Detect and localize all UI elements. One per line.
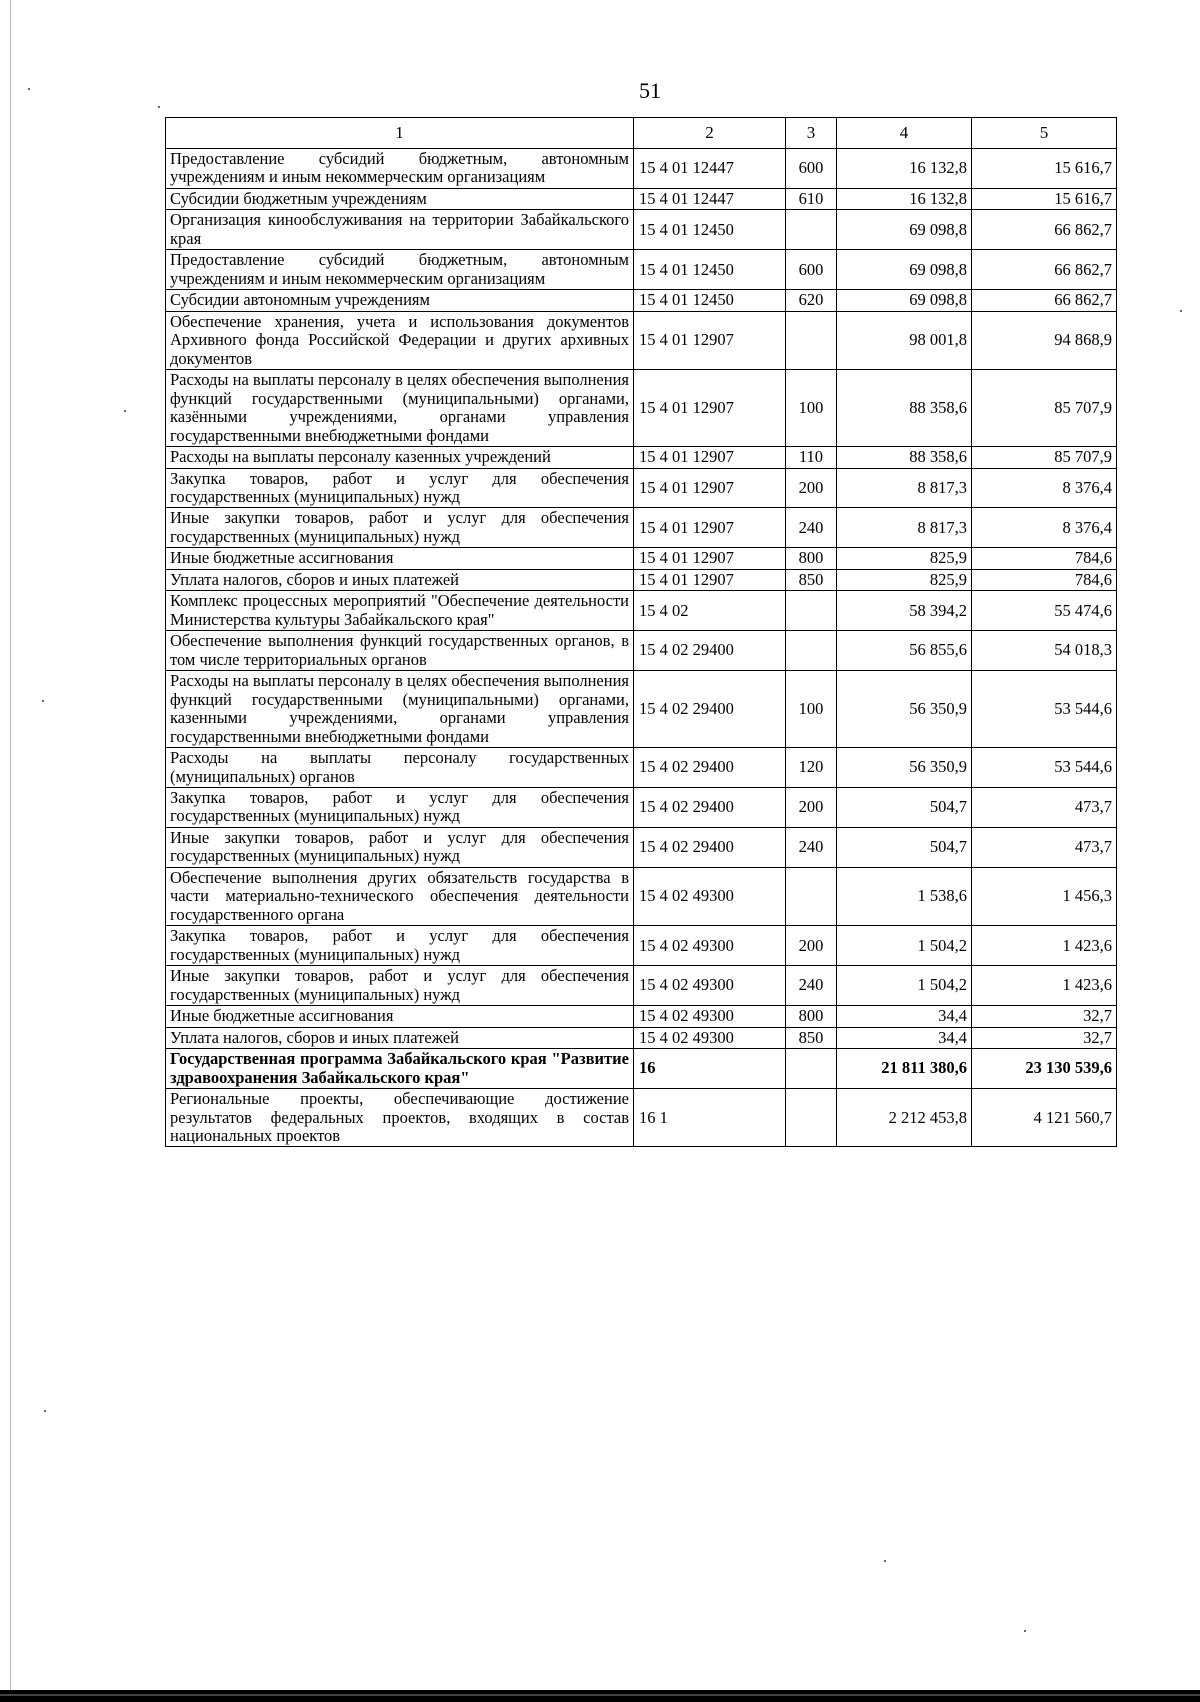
row-expense-type [786, 1089, 837, 1147]
row-value-col4: 34,4 [837, 1006, 972, 1027]
row-name: Иные закупки товаров, работ и услуг для обеспечения государственных (муниципальных) нужд [166, 827, 634, 867]
row-value-col4: 504,7 [837, 827, 972, 867]
row-code: 15 4 02 49300 [634, 966, 786, 1006]
row-expense-type [786, 210, 837, 250]
row-expense-type: 850 [786, 1027, 837, 1048]
budget-table-container [165, 117, 1116, 1147]
table-row [166, 1027, 1117, 1048]
row-value-col4: 88 358,6 [837, 447, 972, 468]
row-code: 15 4 02 49300 [634, 926, 786, 966]
row-value-col5: 4 121 560,7 [972, 1089, 1117, 1147]
row-name: Субсидии автономным учреждениям [166, 290, 634, 311]
row-value-col5: 1 423,6 [972, 926, 1117, 966]
table-row [166, 1089, 1117, 1147]
scan-speck [158, 106, 160, 108]
row-name: Организация кинообслуживания на территории Забайкальского края [166, 210, 634, 250]
row-value-col5: 66 862,7 [972, 250, 1117, 290]
row-expense-type [786, 1049, 837, 1089]
row-code: 15 4 02 49300 [634, 1006, 786, 1027]
row-name: Предоставление субсидий бюджетным, автономным учреждениям и иным некоммерческим организациям [166, 149, 634, 189]
row-value-col5: 53 544,6 [972, 748, 1117, 788]
header-col-3: 3 [786, 118, 837, 149]
row-value-col5: 473,7 [972, 788, 1117, 828]
row-value-col5: 8 376,4 [972, 468, 1117, 508]
row-code: 15 4 02 [634, 591, 786, 631]
row-value-col5: 15 616,7 [972, 149, 1117, 189]
row-name: Субсидии бюджетным учреждениям [166, 188, 634, 209]
row-name: Обеспечение выполнения функций государственных органов, в том числе территориальных органов [166, 631, 634, 671]
row-expense-type: 100 [786, 370, 837, 447]
row-value-col4: 69 098,8 [837, 290, 972, 311]
row-value-col4: 825,9 [837, 569, 972, 590]
header-col-5: 5 [972, 118, 1117, 149]
row-code: 15 4 01 12450 [634, 210, 786, 250]
row-value-col4: 1 504,2 [837, 966, 972, 1006]
row-expense-type [786, 311, 837, 369]
row-expense-type: 600 [786, 149, 837, 189]
row-name: Иные закупки товаров, работ и услуг для обеспечения государственных (муниципальных) нужд [166, 966, 634, 1006]
table-row [166, 188, 1117, 209]
page-number: 51 [639, 78, 661, 103]
row-name: Региональные проекты, обеспечивающие достижение результатов федеральных проектов, входящих в состав национальных проектов [166, 1089, 634, 1147]
scan-edge-bottom [0, 1690, 1200, 1702]
row-expense-type: 240 [786, 508, 837, 548]
row-expense-type: 610 [786, 188, 837, 209]
row-value-col5: 53 544,6 [972, 671, 1117, 748]
table-row [166, 827, 1117, 867]
row-value-col5: 473,7 [972, 827, 1117, 867]
row-value-col4: 8 817,3 [837, 508, 972, 548]
row-expense-type: 800 [786, 1006, 837, 1027]
row-name: Обеспечение хранения, учета и использования документов Архивного фонда Российской Федерации и других архивных документов [166, 311, 634, 369]
scan-edge-bottom-line [0, 1694, 1200, 1696]
row-expense-type: 100 [786, 671, 837, 748]
table-row [166, 966, 1117, 1006]
row-expense-type [786, 631, 837, 671]
row-value-col4: 21 811 380,6 [837, 1049, 972, 1089]
row-value-col4: 8 817,3 [837, 468, 972, 508]
table-row [166, 508, 1117, 548]
row-code: 15 4 02 29400 [634, 748, 786, 788]
row-value-col4: 56 350,9 [837, 671, 972, 748]
scan-speck [124, 410, 126, 412]
row-expense-type: 110 [786, 447, 837, 468]
row-name: Закупка товаров, работ и услуг для обеспечения государственных (муниципальных) нужд [166, 788, 634, 828]
row-value-col5: 85 707,9 [972, 447, 1117, 468]
table-body [166, 149, 1117, 1147]
row-value-col5: 8 376,4 [972, 508, 1117, 548]
row-value-col4: 69 098,8 [837, 210, 972, 250]
row-code: 16 1 [634, 1089, 786, 1147]
row-value-col5: 784,6 [972, 569, 1117, 590]
table-row [166, 1006, 1117, 1027]
row-value-col5: 66 862,7 [972, 290, 1117, 311]
header-col-4: 4 [837, 118, 972, 149]
table-row [166, 250, 1117, 290]
row-code: 16 [634, 1049, 786, 1089]
row-name: Расходы на выплаты персоналу в целях обеспечения выполнения функций государственными (муниципальными) органами, казёнными учреждениями, органами управления государственными внебюджетными фондами [166, 370, 634, 447]
row-value-col4: 98 001,8 [837, 311, 972, 369]
scan-edge-left [10, 0, 11, 1702]
row-expense-type: 200 [786, 468, 837, 508]
row-name: Уплата налогов, сборов и иных платежей [166, 1027, 634, 1048]
row-code: 15 4 01 12450 [634, 290, 786, 311]
row-value-col4: 1 538,6 [837, 867, 972, 925]
header-col-2: 2 [634, 118, 786, 149]
scan-speck [1024, 1630, 1026, 1632]
row-expense-type: 620 [786, 290, 837, 311]
row-value-col5: 55 474,6 [972, 591, 1117, 631]
row-value-col4: 34,4 [837, 1027, 972, 1048]
row-code: 15 4 01 12907 [634, 311, 786, 369]
scan-speck [884, 1560, 886, 1562]
row-value-col4: 88 358,6 [837, 370, 972, 447]
row-name: Расходы на выплаты персоналу государственных (муниципальных) органов [166, 748, 634, 788]
row-name: Уплата налогов, сборов и иных платежей [166, 569, 634, 590]
row-expense-type [786, 591, 837, 631]
row-name: Комплекс процессных мероприятий "Обеспечение деятельности Министерства культуры Забайкальского края" [166, 591, 634, 631]
table-row [166, 926, 1117, 966]
row-name: Закупка товаров, работ и услуг для обеспечения государственных (муниципальных) нужд [166, 468, 634, 508]
table-row [166, 311, 1117, 369]
row-code: 15 4 01 12907 [634, 447, 786, 468]
row-expense-type: 600 [786, 250, 837, 290]
scan-speck [42, 700, 44, 702]
row-expense-type: 850 [786, 569, 837, 590]
row-code: 15 4 02 29400 [634, 788, 786, 828]
row-value-col5: 94 868,9 [972, 311, 1117, 369]
row-value-col4: 56 350,9 [837, 748, 972, 788]
table-row [166, 569, 1117, 590]
row-name: Иные бюджетные ассигнования [166, 548, 634, 569]
row-value-col5: 32,7 [972, 1006, 1117, 1027]
row-expense-type: 200 [786, 788, 837, 828]
row-value-col5: 15 616,7 [972, 188, 1117, 209]
scan-speck [44, 1410, 46, 1412]
row-name: Иные бюджетные ассигнования [166, 1006, 634, 1027]
row-value-col5: 1 423,6 [972, 966, 1117, 1006]
row-expense-type: 200 [786, 926, 837, 966]
header-col-1: 1 [166, 118, 634, 149]
row-expense-type: 800 [786, 548, 837, 569]
row-value-col5: 85 707,9 [972, 370, 1117, 447]
row-code: 15 4 02 29400 [634, 671, 786, 748]
table-row [166, 447, 1117, 468]
row-name: Предоставление субсидий бюджетным, автономным учреждениям и иным некоммерческим организациям [166, 250, 634, 290]
row-code: 15 4 01 12450 [634, 250, 786, 290]
row-code: 15 4 01 12907 [634, 468, 786, 508]
scan-speck [1180, 310, 1182, 312]
row-value-col4: 504,7 [837, 788, 972, 828]
table-row [166, 290, 1117, 311]
scan-speck [28, 88, 30, 90]
table-row [166, 631, 1117, 671]
table-row [166, 149, 1117, 189]
row-name: Обеспечение выполнения других обязательств государства в части материально-технического обеспечения деятельности государственного органа [166, 867, 634, 925]
row-name: Расходы на выплаты персоналу в целях обеспечения выполнения функций государственными (муниципальными) органами, казенными учреждениями, органами управления государственными внебюджетными фондами [166, 671, 634, 748]
row-value-col4: 16 132,8 [837, 188, 972, 209]
row-name: Иные закупки товаров, работ и услуг для обеспечения государственных (муниципальных) нужд [166, 508, 634, 548]
row-expense-type [786, 867, 837, 925]
row-value-col4: 825,9 [837, 548, 972, 569]
row-expense-type: 240 [786, 827, 837, 867]
row-code: 15 4 01 12447 [634, 149, 786, 189]
row-value-col4: 1 504,2 [837, 926, 972, 966]
row-code: 15 4 02 29400 [634, 631, 786, 671]
row-value-col4: 16 132,8 [837, 149, 972, 189]
row-value-col4: 58 394,2 [837, 591, 972, 631]
table-row [166, 548, 1117, 569]
table-row [166, 1049, 1117, 1089]
row-value-col4: 2 212 453,8 [837, 1089, 972, 1147]
row-code: 15 4 02 49300 [634, 1027, 786, 1048]
row-value-col4: 56 855,6 [837, 631, 972, 671]
row-code: 15 4 02 29400 [634, 827, 786, 867]
row-code: 15 4 01 12907 [634, 370, 786, 447]
row-code: 15 4 01 12907 [634, 569, 786, 590]
row-code: 15 4 01 12907 [634, 548, 786, 569]
row-value-col5: 784,6 [972, 548, 1117, 569]
row-value-col5: 23 130 539,6 [972, 1049, 1117, 1089]
row-value-col4: 69 098,8 [837, 250, 972, 290]
table-row [166, 210, 1117, 250]
row-expense-type: 240 [786, 966, 837, 1006]
row-code: 15 4 01 12447 [634, 188, 786, 209]
budget-table [165, 117, 1117, 1147]
table-row [166, 591, 1117, 631]
row-code: 15 4 02 49300 [634, 867, 786, 925]
table-header-row [166, 118, 1117, 149]
table-row [166, 370, 1117, 447]
row-value-col5: 54 018,3 [972, 631, 1117, 671]
row-value-col5: 1 456,3 [972, 867, 1117, 925]
row-value-col5: 32,7 [972, 1027, 1117, 1048]
table-row [166, 671, 1117, 748]
table-row [166, 468, 1117, 508]
row-expense-type: 120 [786, 748, 837, 788]
row-code: 15 4 01 12907 [634, 508, 786, 548]
table-row [166, 748, 1117, 788]
row-name: Государственная программа Забайкальского края "Развитие здравоохранения Забайкальского края" [166, 1049, 634, 1089]
table-row [166, 867, 1117, 925]
row-name: Расходы на выплаты персоналу казенных учреждений [166, 447, 634, 468]
table-row [166, 788, 1117, 828]
row-value-col5: 66 862,7 [972, 210, 1117, 250]
row-name: Закупка товаров, работ и услуг для обеспечения государственных (муниципальных) нужд [166, 926, 634, 966]
